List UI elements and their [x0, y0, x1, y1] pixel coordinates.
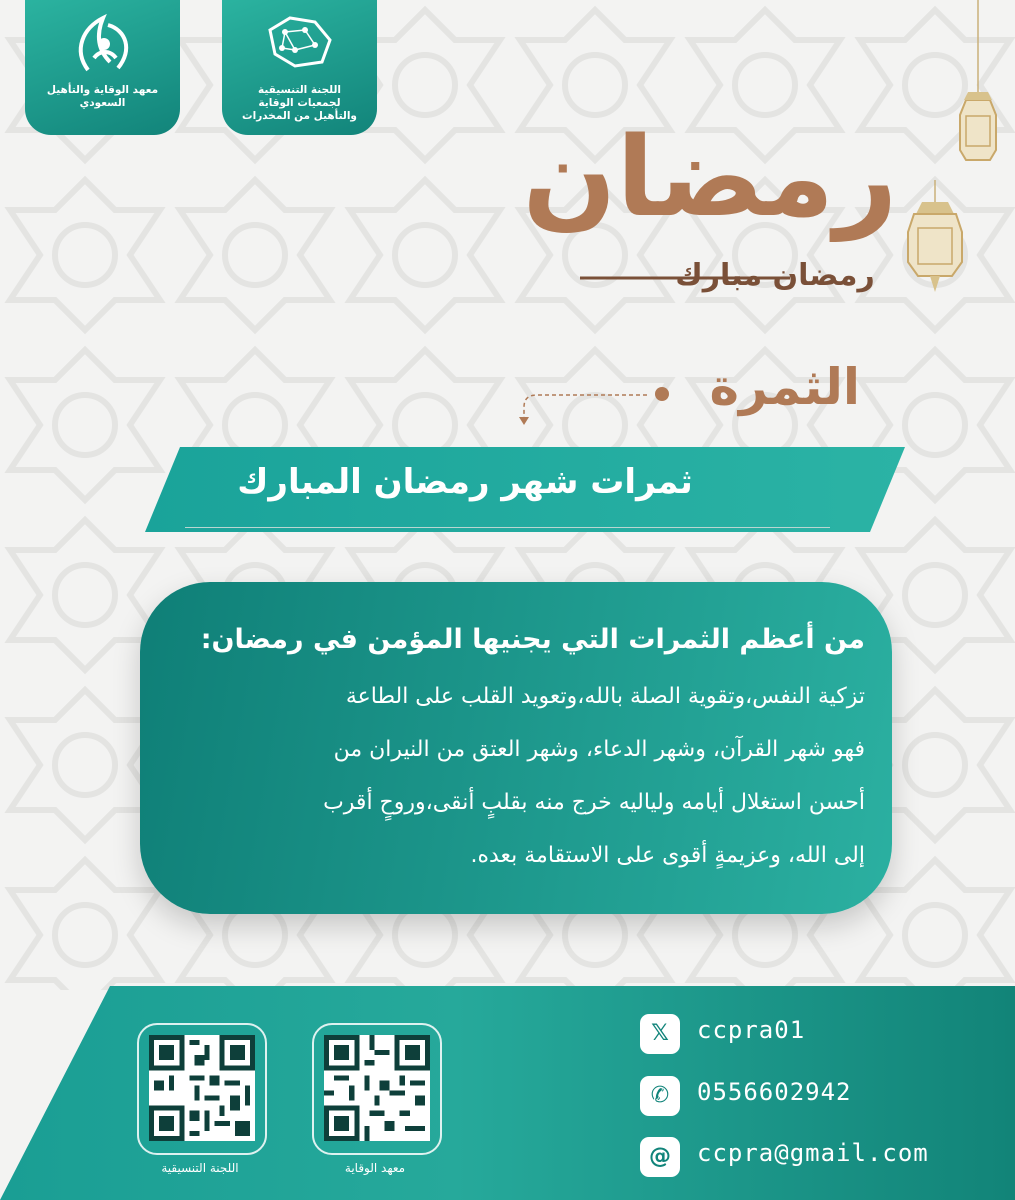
committee-logo — [222, 0, 377, 135]
contact-email[interactable] — [640, 1137, 960, 1177]
banner-title: ثمرات شهر رمضان المبارك — [237, 462, 693, 502]
saudi-map-icon — [260, 10, 340, 72]
qr-code-committee[interactable] — [137, 1023, 267, 1155]
greeting-text: رمضان مبارك — [675, 258, 875, 293]
card-line: أحسن استغلال أيامه ولياليه خرج منه بقلبٍ أنقى،وروحٍ أقرب — [323, 790, 865, 815]
x-icon: 𝕏 — [640, 1014, 680, 1054]
contact-x[interactable] — [640, 1014, 880, 1054]
card-line: تزكية النفس،وتقوية الصلة بالله،وتعويد القلب على الطاعة — [345, 684, 865, 709]
card-line: فهو شهر القرآن، وشهر الدعاء، وشهر العتق من النيران من — [333, 737, 865, 762]
email-icon: @ — [640, 1137, 680, 1177]
qr-code-icon — [149, 1035, 255, 1141]
lantern-small-icon — [948, 0, 1008, 170]
section-title: الثمرة — [709, 358, 860, 416]
qr-code-institute[interactable] — [312, 1023, 442, 1155]
email-address: ccpra@gmail.com — [697, 1139, 929, 1167]
contact-phone[interactable] — [640, 1076, 880, 1116]
phone-icon: ✆ — [640, 1076, 680, 1116]
card-lead: من أعظم الثمرات التي يجنيها المؤمن في رمضان: — [200, 624, 865, 655]
title-dot — [655, 387, 669, 401]
committee-logo-text: اللجنة التنسيقية لجمعيات الوقاية والتأهيل من المخدرات — [242, 84, 357, 122]
institute-logo — [25, 0, 180, 135]
dashed-arrow-icon — [512, 385, 652, 430]
lantern-large-icon — [900, 180, 970, 295]
institute-logo-text: معهد الوقاية والتأهيل السعودي — [46, 84, 159, 109]
x-handle: ccpra01 — [697, 1016, 806, 1044]
card-line: إلى الله، وعزيمةٍ أقوى على الاستقامة بعده. — [470, 843, 865, 868]
qr-left-label: اللجنة التنسيقية — [161, 1161, 239, 1175]
qr-right-label: معهد الوقاية — [344, 1161, 406, 1175]
card-text — [200, 618, 865, 882]
divider — [185, 527, 830, 528]
calligraphy-word: رمضان — [522, 113, 898, 241]
qr-code-icon — [324, 1035, 430, 1141]
institute-emblem-icon — [68, 10, 138, 80]
phone-number: 0556602942 — [697, 1078, 852, 1106]
ramadan-calligraphy — [520, 110, 900, 310]
